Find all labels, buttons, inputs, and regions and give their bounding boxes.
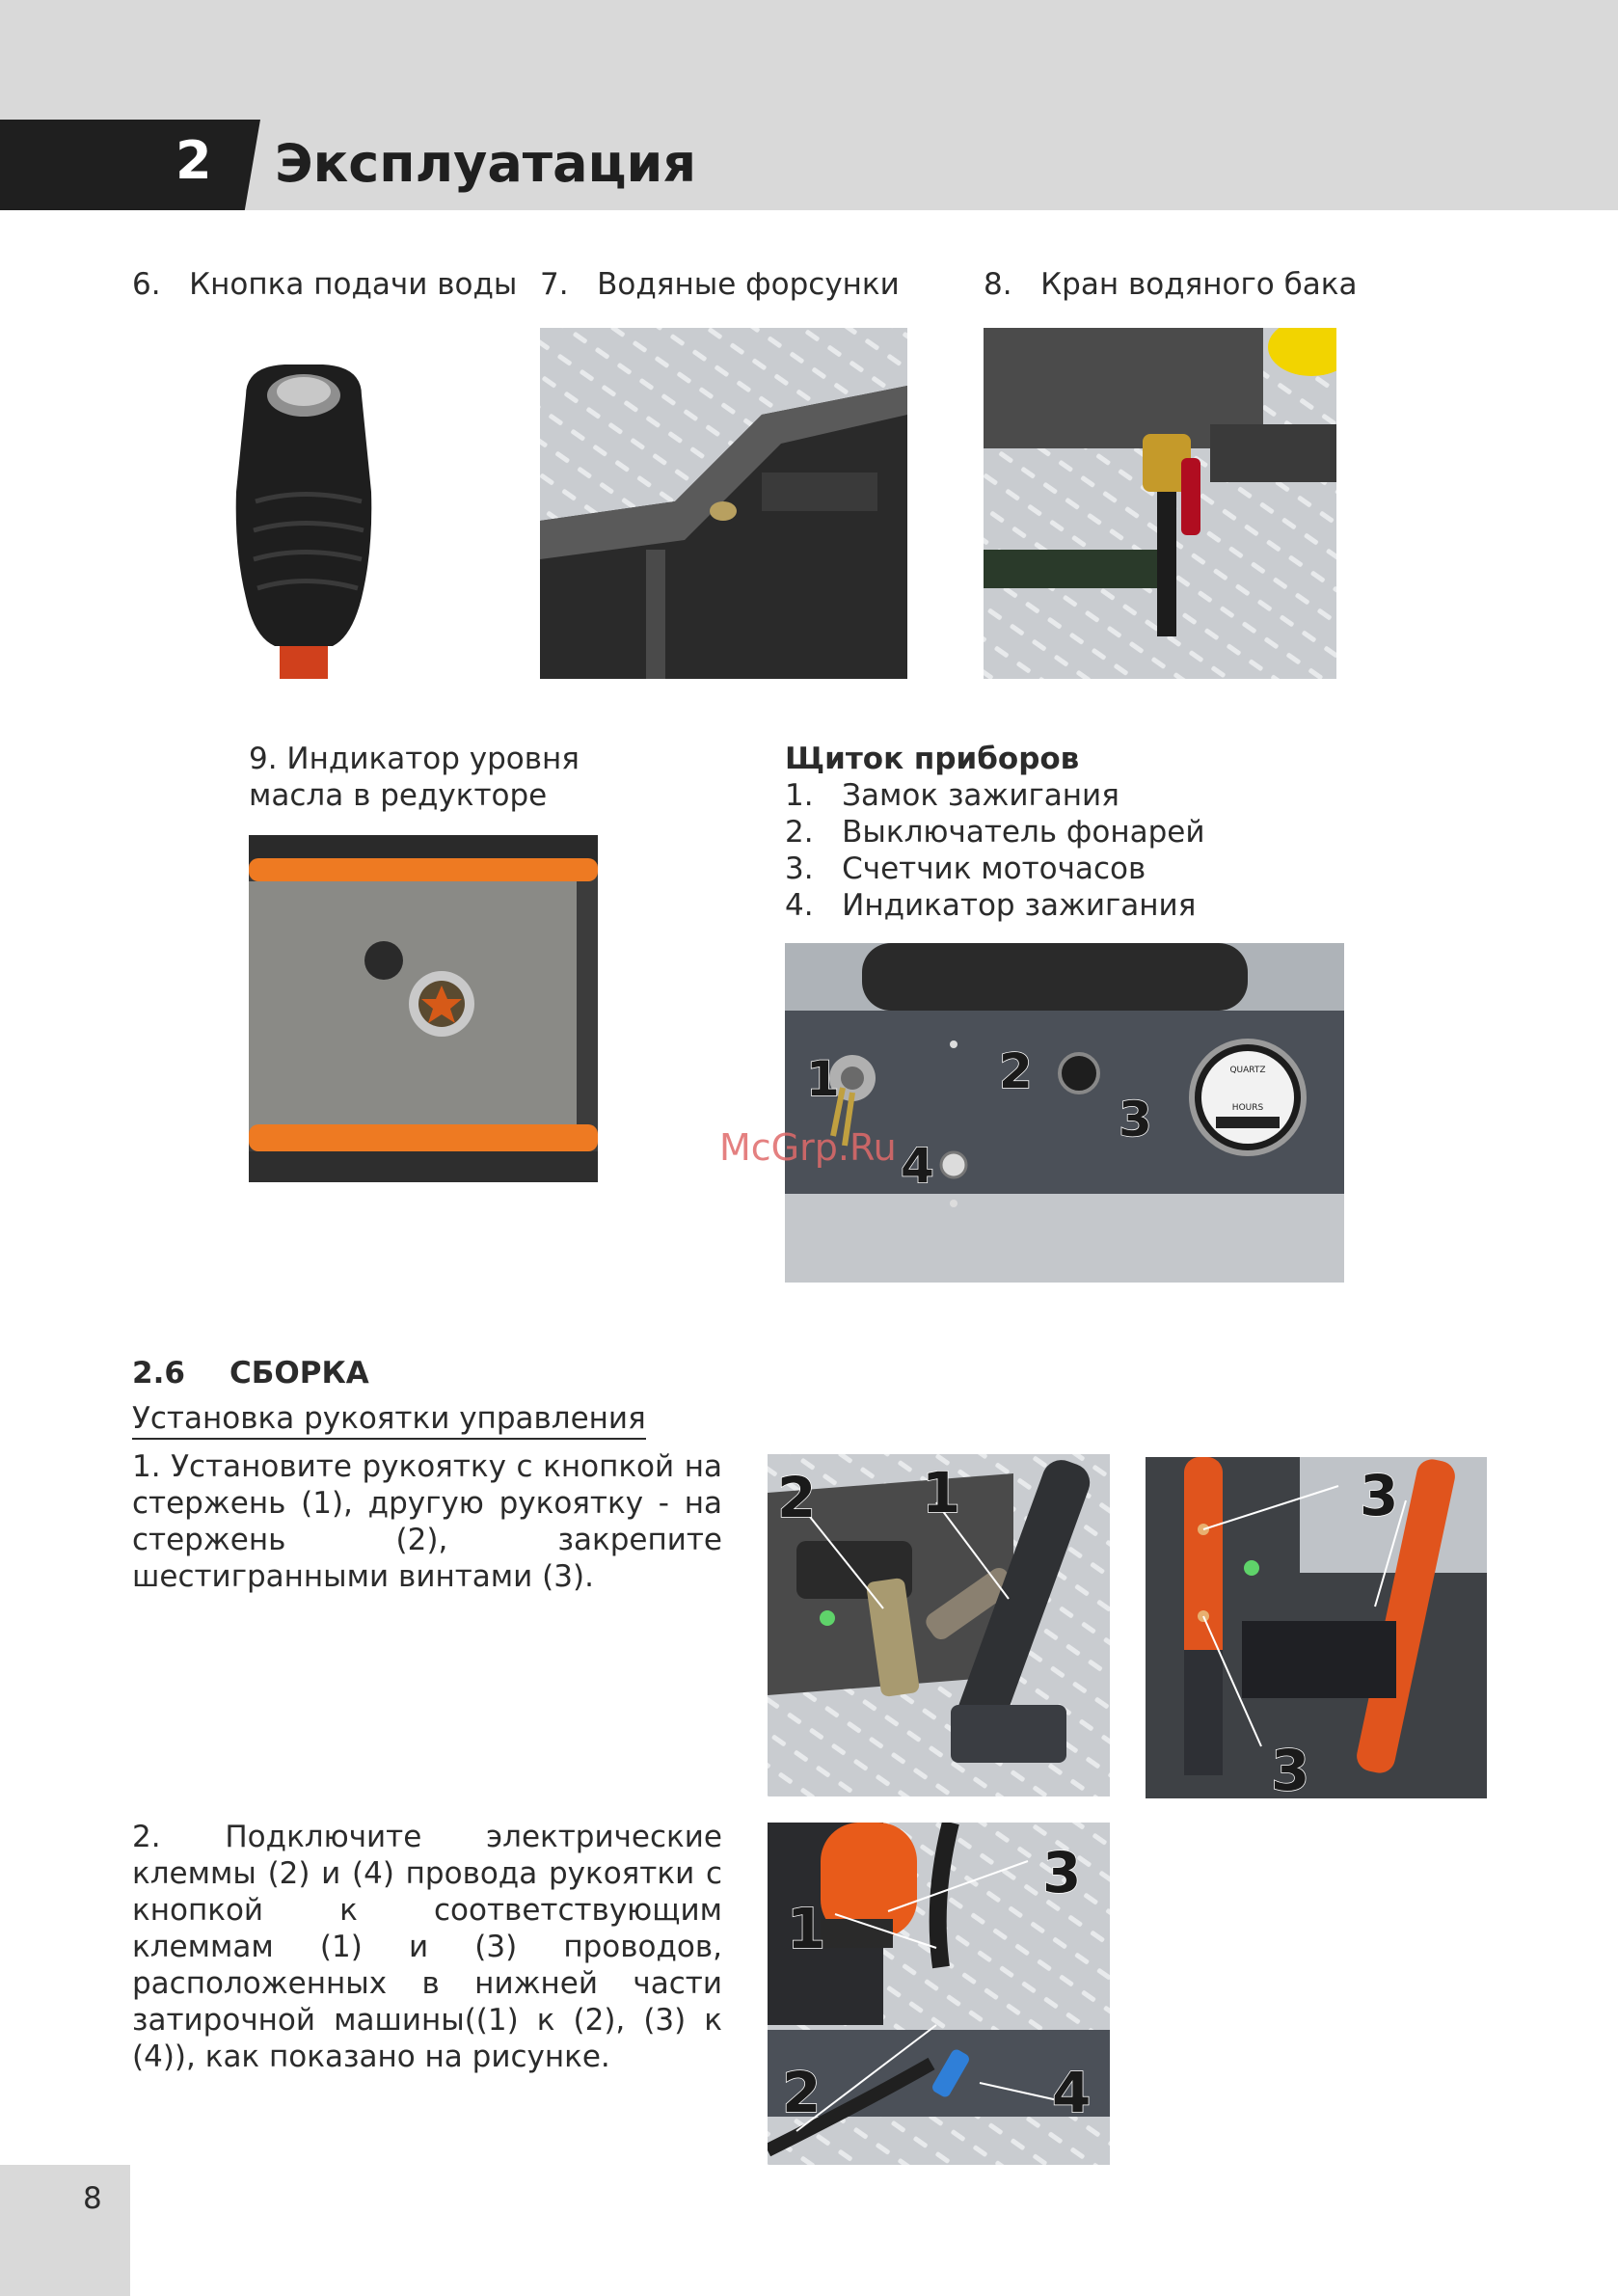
panel-list-item — [785, 851, 1146, 887]
assembly-a-label-2: 2 — [777, 1465, 817, 1530]
item-number: 4. — [785, 888, 814, 923]
panel-title: Щиток приборов — [785, 742, 1080, 776]
item-label: Выключатель фонарей — [842, 815, 1205, 850]
section-subtitle: Установка рукоятки управления — [132, 1400, 646, 1440]
assembly-c-label-3: 3 — [1042, 1840, 1082, 1905]
section-number: 2.6 — [132, 1356, 185, 1391]
item-label: Индикатор зажигания — [842, 888, 1197, 923]
caption-item-9-line1: 9. Индикатор уровня — [249, 742, 580, 776]
panel-list-item — [785, 887, 1196, 924]
assembly-c-label-1: 1 — [787, 1896, 826, 1961]
photo-oil-indicator — [249, 835, 598, 1182]
assembly-a-label-1: 1 — [922, 1460, 961, 1526]
meter-unit-text: HOURS — [1231, 1103, 1264, 1113]
step-1-text: 1. Установите рукоятку с кнопкой на стержень (1), другую рукоятку - на стержень (2), закрепите шестигранными винтами (3). — [132, 1449, 722, 1594]
item-label: Кран водяного бака — [1040, 267, 1358, 302]
assembly-b-label-3-bottom: 3 — [1271, 1738, 1310, 1798]
caption-item-8 — [984, 266, 1357, 303]
item-number: 1. — [785, 778, 814, 813]
photo-assembly-wiring — [768, 1823, 1110, 2165]
panel-label-1: 1 — [806, 1051, 840, 1107]
assembly-c-label-4: 4 — [1052, 2060, 1092, 2125]
chapter-number: 2 — [175, 130, 212, 191]
panel-label-3: 3 — [1119, 1092, 1152, 1148]
item-label: Замок зажигания — [842, 778, 1119, 813]
photo-assembly-screws — [1146, 1457, 1487, 1798]
chapter-title: Эксплуатация — [275, 133, 697, 194]
photo-water-nozzles — [540, 328, 907, 679]
panel-list-item — [785, 777, 1119, 814]
watermark: McGrp.Ru — [719, 1126, 897, 1169]
item-label: Счетчик моточасов — [842, 851, 1146, 886]
step-2-text: 2. Подключите электрические клеммы (2) и (4) провода рукоятки с кнопкой к соответствующим клеммам (1) и (3) проводов, расположенных в нижней части затирочной машины((1) к (2), (3) к (4)), как показано на рисунке. — [132, 1820, 722, 2074]
photo-instrument-panel — [785, 943, 1344, 1283]
photo-water-tank-tap — [984, 328, 1336, 679]
item-label: Водяные форсунки — [597, 267, 900, 302]
photo-assembly-rods — [768, 1454, 1110, 1796]
caption-item-7 — [540, 266, 900, 303]
caption-item-6 — [132, 266, 517, 303]
assembly-b-label-3-top: 3 — [1360, 1463, 1399, 1528]
item-number: 8. — [984, 267, 1012, 302]
item-number: 6. — [132, 267, 161, 302]
item-number: 7. — [540, 267, 569, 302]
page-number-tab — [0, 2165, 130, 2296]
panel-list-item — [785, 814, 1205, 851]
assembly-c-label-2: 2 — [782, 2060, 822, 2125]
meter-brand-text: QUARTZ — [1229, 1066, 1266, 1075]
item-number: 3. — [785, 851, 814, 886]
item-label: Кнопка подачи воды — [189, 267, 518, 302]
panel-label-4: 4 — [901, 1138, 934, 1194]
panel-label-2: 2 — [999, 1043, 1033, 1099]
item-number: 2. — [785, 815, 814, 850]
page-number: 8 — [83, 2181, 102, 2216]
section-title: СБОРКА — [229, 1356, 369, 1391]
chapter-number-block — [0, 120, 260, 210]
photo-water-button — [227, 357, 381, 679]
caption-item-9-line2: масла в редукторе — [249, 778, 548, 813]
